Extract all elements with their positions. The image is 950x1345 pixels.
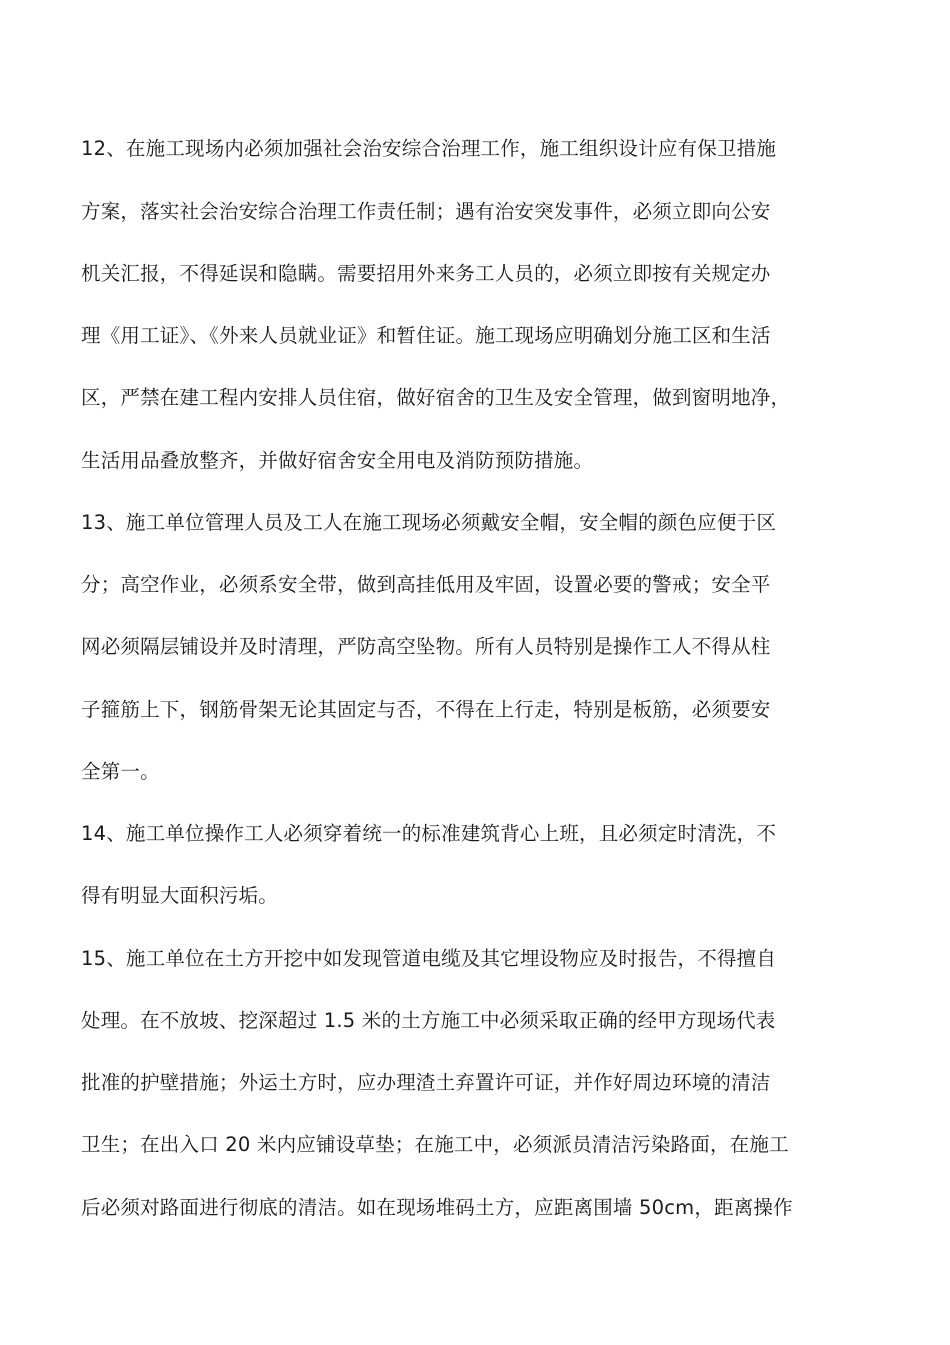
text-line: 理《用工证》、《外来人员就业证》和暂住证。施工现场应明确划分施工区和生活 [81, 324, 771, 347]
text-line: 区，严禁在建工程内安排人员住宿，做好宿舍的卫生及安全管理，做到窗明地净， [81, 386, 791, 409]
text-line: 批准的护壁措施；外运土方时，应办理渣土弃置许可证，并作好周边环境的清洁 [81, 1071, 771, 1094]
text-line: 分；高空作业，必须系安全带，做到高挂低用及牢固，设置必要的警戒；安全平 [81, 573, 771, 596]
text-line: 后必须对路面进行彻底的清洁。如在现场堆码土方，应距离围墙 50cm，距离操作 [81, 1196, 793, 1219]
text-line: 15、施工单位在土方开挖中如发现管道电缆及其它埋设物应及时报告，不得擅自 [81, 947, 777, 970]
text-line: 卫生；在出入口 20 米内应铺设草垫；在施工中，必须派员清洁污染路面，在施工 [81, 1133, 789, 1156]
text-line: 13、施工单位管理人员及工人在施工现场必须戴安全帽，安全帽的颜色应便于区 [81, 511, 777, 534]
text-line: 方案，落实社会治安综合治理工作责任制；遇有治安突发事件，必须立即向公安 [81, 200, 771, 223]
text-line: 全第一。 [81, 760, 160, 783]
text-line: 子箍筋上下，钢筋骨架无论其固定与否，不得在上行走，特别是板筋，必须要安 [81, 698, 771, 721]
text-line: 网必须隔层铺设并及时清理，严防高空坠物。所有人员特别是操作工人不得从柱 [81, 635, 771, 658]
text-line: 14、施工单位操作工人必须穿着统一的标准建筑背心上班，且必须定时清洗，不 [81, 822, 777, 845]
text-line: 生活用品叠放整齐，并做好宿舍安全用电及消防预防措施。 [81, 449, 594, 472]
text-line: 处理。在不放坡、挖深超过 1.5 米的土方施工中必须采取正确的经甲方现场代表 [81, 1009, 776, 1032]
text-line: 得有明显大面积污垢。 [81, 884, 279, 907]
text-line: 12、在施工现场内必须加强社会治安综合治理工作，施工组织设计应有保卫措施 [81, 137, 777, 160]
text-line: 机关汇报，不得延误和隐瞒。需要招用外来务工人员的，必须立即按有关规定办 [81, 262, 771, 285]
